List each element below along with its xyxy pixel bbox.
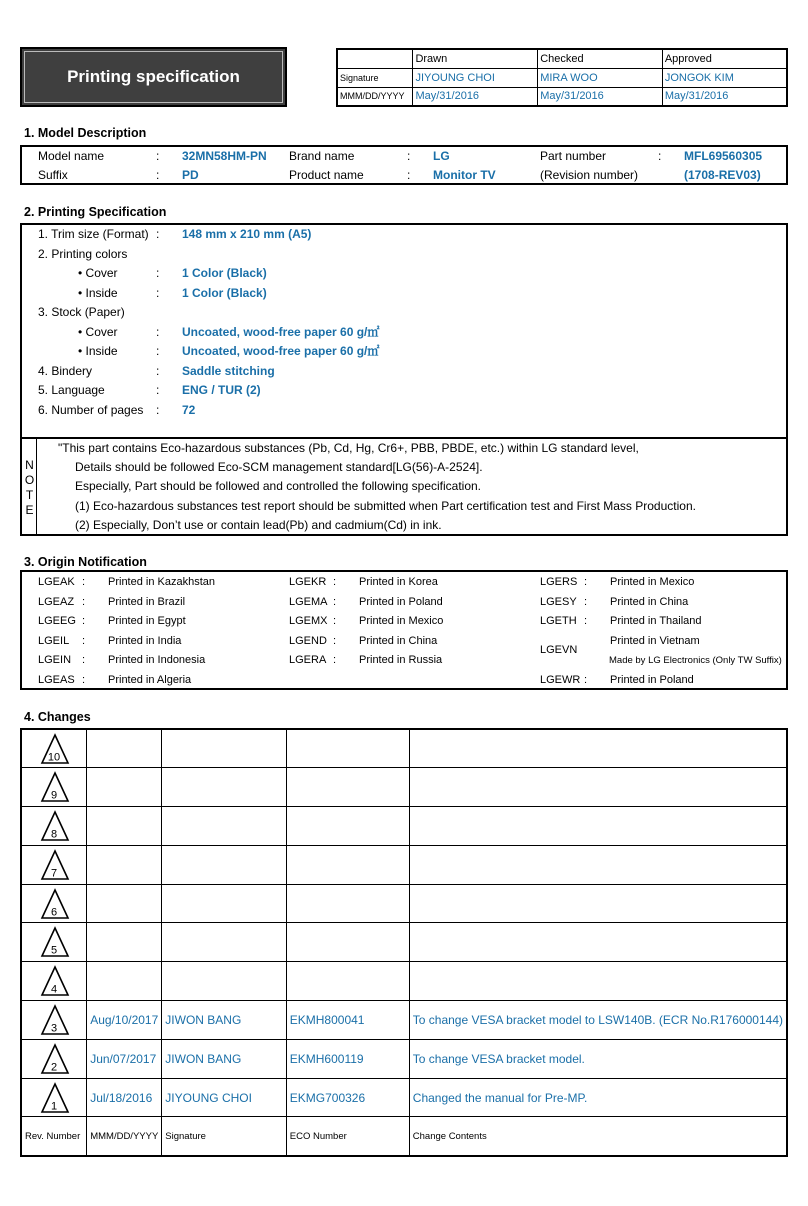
model-section-title: 1. Model Description bbox=[24, 126, 147, 140]
change-eco-number bbox=[286, 962, 409, 1001]
approved-signature: JONGOK KIM bbox=[662, 68, 787, 87]
rev-cell bbox=[21, 962, 87, 1001]
revision-triangle-icon bbox=[40, 926, 70, 958]
colon: : bbox=[156, 227, 160, 241]
model-label-3: Part number bbox=[540, 149, 607, 163]
spec-table bbox=[20, 223, 788, 536]
page-title: Printing specification bbox=[24, 51, 283, 103]
note-line: "This part contains Eco-hazardous substances (Pb, Cd, Hg, Cr6+, PBB, PBDE, etc.) within LG standard level, bbox=[58, 441, 639, 455]
origin-code: LGERA bbox=[289, 654, 327, 666]
note-letter: N bbox=[25, 458, 34, 472]
note-letter: O bbox=[24, 473, 35, 487]
origin-code: LGEAS bbox=[38, 673, 75, 686]
change-date bbox=[87, 962, 162, 1001]
rev-cell bbox=[21, 884, 87, 923]
colon: : bbox=[658, 149, 662, 163]
spec-label: 4. Bindery bbox=[38, 363, 93, 378]
spec-row bbox=[22, 303, 786, 322]
spec-label: • Cover bbox=[78, 266, 118, 280]
colon: : bbox=[156, 149, 160, 163]
note-divider bbox=[22, 437, 786, 439]
change-row bbox=[21, 1039, 787, 1078]
model-row bbox=[22, 147, 786, 166]
revision-number-value: (1708-REV03) bbox=[684, 168, 761, 182]
origin-text: Printed in Brazil bbox=[108, 595, 186, 608]
approval-table bbox=[336, 48, 788, 107]
colon: : bbox=[584, 673, 588, 686]
change-date bbox=[87, 768, 162, 807]
colon: : bbox=[156, 168, 160, 182]
change-eco-number bbox=[286, 884, 409, 923]
spec-row bbox=[22, 264, 786, 283]
colon: : bbox=[333, 654, 337, 666]
origin-text: Printed in Mexico bbox=[610, 576, 695, 588]
checked-date: May/31/2016 bbox=[538, 87, 663, 106]
change-date bbox=[87, 884, 162, 923]
origin-code: LGESY bbox=[540, 595, 577, 608]
origin-text: Printed in Korea bbox=[359, 576, 438, 588]
origin-code: LGEVN bbox=[540, 643, 578, 656]
change-row bbox=[21, 884, 787, 923]
origin-text: Printed in Kazakhstan bbox=[108, 576, 216, 588]
change-eco-number: EKMH600119 bbox=[286, 1039, 409, 1078]
change-contents bbox=[409, 768, 787, 807]
origin-table bbox=[20, 570, 788, 690]
change-signature bbox=[162, 884, 286, 923]
change-row bbox=[21, 807, 787, 846]
spec-row bbox=[22, 381, 786, 400]
change-eco-number bbox=[286, 845, 409, 884]
header-rev-number: Rev. Number bbox=[21, 1117, 87, 1156]
note-letter: E bbox=[25, 503, 34, 517]
product-name-value: Monitor TV bbox=[433, 168, 496, 182]
change-signature bbox=[162, 962, 286, 1001]
origin-code: LGEAK bbox=[38, 576, 75, 588]
change-date: Jun/07/2017 bbox=[87, 1039, 162, 1078]
colon: : bbox=[333, 634, 337, 647]
origin-text: Printed in Russia bbox=[359, 654, 443, 666]
spec-label: • Cover bbox=[78, 324, 118, 339]
brand-name-value: LG bbox=[433, 149, 450, 163]
colon: : bbox=[584, 595, 588, 608]
change-contents bbox=[409, 962, 787, 1001]
origin-code: LGEMA bbox=[289, 595, 328, 608]
model-label-2: Brand name bbox=[289, 149, 355, 163]
model-name-value: 32MN58HM-PN bbox=[182, 149, 267, 163]
rev-cell bbox=[21, 1078, 87, 1117]
rev-cell bbox=[21, 768, 87, 807]
spec-label: 1. Trim size (Format) bbox=[38, 227, 149, 241]
origin-text: Printed in Egypt bbox=[108, 615, 186, 627]
change-signature bbox=[162, 923, 286, 962]
origin-code: LGEAZ bbox=[38, 595, 75, 608]
origin-code: LGEWR bbox=[540, 673, 581, 686]
spec-row bbox=[22, 323, 786, 342]
origin-code: LGEIL bbox=[38, 634, 70, 647]
model-label-3: (Revision number) bbox=[540, 168, 639, 182]
header-date: MMM/DD/YYYY bbox=[87, 1117, 162, 1156]
rev-cell bbox=[21, 923, 87, 962]
colon: : bbox=[407, 168, 411, 182]
revision-number: 4 bbox=[50, 983, 58, 996]
header-eco-number: ECO Number bbox=[286, 1117, 409, 1156]
change-contents bbox=[409, 729, 787, 768]
origin-code: LGEEG bbox=[38, 615, 76, 627]
change-eco-number bbox=[286, 729, 409, 768]
colon: : bbox=[82, 634, 86, 647]
spec-section-title: 2. Printing Specification bbox=[24, 205, 167, 219]
revision-number: 3 bbox=[50, 1022, 58, 1035]
origin-row bbox=[22, 573, 786, 592]
note-letter: T bbox=[25, 488, 34, 502]
spec-row bbox=[22, 284, 786, 303]
colon: : bbox=[584, 576, 588, 588]
col-approved: Approved bbox=[662, 49, 787, 68]
spec-value: Saddle stitching bbox=[182, 363, 275, 378]
colon: : bbox=[82, 615, 86, 627]
rev-cell bbox=[21, 845, 87, 884]
change-eco-number bbox=[286, 768, 409, 807]
change-date: Jul/18/2016 bbox=[87, 1078, 162, 1117]
change-date bbox=[87, 845, 162, 884]
revision-triangle-icon bbox=[40, 849, 70, 881]
approved-date: May/31/2016 bbox=[662, 87, 787, 106]
origin-text: Printed in Algeria bbox=[108, 673, 192, 686]
part-number-value: MFL69560305 bbox=[684, 149, 763, 163]
revision-triangle-icon bbox=[40, 1043, 70, 1075]
checked-signature: MIRA WOO bbox=[538, 68, 663, 87]
change-eco-number bbox=[286, 923, 409, 962]
change-row bbox=[21, 845, 787, 884]
changes-header-row bbox=[21, 1117, 787, 1156]
origin-text: Printed in Poland bbox=[359, 595, 443, 608]
origin-text: Printed in Thailand bbox=[610, 615, 702, 627]
change-contents: Changed the manual for Pre-MP. bbox=[409, 1078, 787, 1117]
spec-label: 2. Printing colors bbox=[38, 246, 128, 261]
change-date bbox=[87, 923, 162, 962]
origin-code: LGETH bbox=[540, 615, 577, 627]
note-line: Especially, Part should be followed and controlled the following specification. bbox=[75, 479, 482, 493]
change-signature bbox=[162, 768, 286, 807]
colon: : bbox=[156, 285, 160, 300]
spec-value: 72 bbox=[182, 402, 196, 417]
change-date bbox=[87, 807, 162, 846]
changes-table bbox=[20, 728, 788, 1157]
change-row bbox=[21, 1001, 787, 1040]
rev-cell bbox=[21, 1001, 87, 1040]
header-signature: Signature bbox=[162, 1117, 286, 1156]
revision-triangle-icon bbox=[40, 810, 70, 842]
drawn-date: May/31/2016 bbox=[413, 87, 538, 106]
change-eco-number: EKMH800041 bbox=[286, 1001, 409, 1040]
colon: : bbox=[156, 324, 160, 339]
change-date: Aug/10/2017 bbox=[87, 1001, 162, 1040]
revision-number: 9 bbox=[50, 789, 58, 802]
revision-triangle-icon bbox=[40, 1004, 70, 1036]
colon: : bbox=[156, 266, 160, 280]
change-contents bbox=[409, 923, 787, 962]
change-contents bbox=[409, 884, 787, 923]
origin-text: Printed in India bbox=[108, 634, 182, 647]
spec-value: 1 Color (Black) bbox=[182, 266, 267, 280]
colon: : bbox=[156, 344, 160, 358]
origin-row bbox=[22, 612, 786, 631]
revision-triangle-icon bbox=[40, 733, 70, 765]
change-contents: To change VESA bracket model to LSW140B. (ECR No.R176000144) bbox=[409, 1001, 787, 1040]
origin-text: Printed in Vietnam bbox=[610, 634, 700, 647]
colon: : bbox=[584, 615, 588, 627]
revision-number: 10 bbox=[47, 751, 61, 764]
spec-label: 6. Number of pages bbox=[38, 402, 144, 417]
origin-text: Printed in Indonesia bbox=[108, 654, 206, 666]
origin-row bbox=[22, 632, 786, 656]
revision-triangle-icon bbox=[40, 1082, 70, 1114]
origin-text: Printed in China bbox=[610, 595, 689, 608]
change-signature: JIWON BANG bbox=[162, 1001, 286, 1040]
origin-row bbox=[22, 671, 786, 690]
suffix-value: PD bbox=[182, 168, 199, 182]
note-line: Details should be followed Eco-SCM management standard[LG(56)-A-2524]. bbox=[75, 460, 483, 474]
origin-code: LGEKR bbox=[289, 576, 327, 588]
spec-label: 5. Language bbox=[38, 383, 105, 397]
drawn-signature: JIYOUNG CHOI bbox=[413, 68, 538, 87]
change-signature bbox=[162, 807, 286, 846]
colon: : bbox=[82, 595, 86, 608]
change-signature: JIWON BANG bbox=[162, 1039, 286, 1078]
spec-value: 1 Color (Black) bbox=[182, 285, 267, 300]
signature-label: Signature bbox=[337, 68, 413, 87]
date-label: MMM/DD/YYYY bbox=[337, 87, 413, 106]
change-eco-number bbox=[286, 807, 409, 846]
revision-triangle-icon bbox=[40, 965, 70, 997]
note-line: (2) Especially, Don’t use or contain lead(Pb) and cadmium(Cd) in ink. bbox=[75, 518, 442, 532]
spec-value: Uncoated, wood-free paper 60 g/㎡ bbox=[182, 324, 380, 339]
origin-row bbox=[22, 593, 786, 612]
origin-text: Printed in Poland bbox=[610, 673, 694, 686]
origin-code: LGERS bbox=[540, 576, 578, 588]
colon: : bbox=[407, 149, 411, 163]
approval-corner bbox=[337, 49, 413, 68]
changes-section-title: 4. Changes bbox=[24, 710, 91, 724]
origin-code: LGEMX bbox=[289, 615, 328, 627]
colon: : bbox=[333, 595, 337, 608]
colon: : bbox=[156, 363, 160, 378]
model-label-1: Model name bbox=[38, 149, 105, 163]
note-column bbox=[22, 438, 37, 534]
revision-number: 1 bbox=[50, 1100, 58, 1113]
model-label-2: Product name bbox=[289, 168, 364, 182]
change-row bbox=[21, 729, 787, 768]
col-checked: Checked bbox=[538, 49, 663, 68]
change-contents bbox=[409, 807, 787, 846]
model-row bbox=[22, 166, 786, 185]
spec-row bbox=[22, 342, 786, 361]
model-label-1: Suffix bbox=[38, 168, 68, 182]
colon: : bbox=[82, 576, 86, 588]
change-signature bbox=[162, 845, 286, 884]
colon: : bbox=[156, 402, 160, 417]
change-signature bbox=[162, 729, 286, 768]
change-signature: JIYOUNG CHOI bbox=[162, 1078, 286, 1117]
change-row bbox=[21, 768, 787, 807]
spec-value: Uncoated, wood-free paper 60 g/㎡ bbox=[182, 344, 380, 358]
change-row bbox=[21, 1078, 787, 1117]
rev-cell bbox=[21, 807, 87, 846]
revision-number: 2 bbox=[50, 1061, 58, 1074]
model-table bbox=[20, 145, 788, 185]
origin-text: Printed in China bbox=[359, 634, 438, 647]
title-box bbox=[20, 47, 287, 107]
header-change-contents: Change Contents bbox=[409, 1117, 787, 1156]
revision-number: 8 bbox=[50, 828, 58, 841]
colon: : bbox=[333, 576, 337, 588]
colon: : bbox=[82, 654, 86, 666]
spec-label: 3. Stock (Paper) bbox=[38, 305, 125, 319]
spec-value: ENG / TUR (2) bbox=[182, 383, 261, 397]
revision-number: 5 bbox=[50, 944, 58, 957]
origin-code: LGEIN bbox=[38, 654, 72, 666]
spec-row bbox=[22, 245, 786, 264]
spec-row bbox=[22, 225, 786, 244]
origin-section-title: 3. Origin Notification bbox=[24, 555, 147, 569]
change-contents bbox=[409, 845, 787, 884]
change-eco-number: EKMG700326 bbox=[286, 1078, 409, 1117]
origin-code: LGEND bbox=[289, 634, 327, 647]
origin-row bbox=[22, 651, 786, 670]
spec-row bbox=[22, 401, 786, 420]
colon: : bbox=[333, 615, 337, 627]
rev-cell bbox=[21, 1039, 87, 1078]
spec-label: • Inside bbox=[78, 285, 118, 300]
note-line: (1) Eco-hazardous substances test report should be submitted when Part certification test and First Mass Production. bbox=[75, 499, 696, 513]
colon: : bbox=[156, 383, 160, 397]
revision-triangle-icon bbox=[40, 888, 70, 920]
spec-row bbox=[22, 362, 786, 381]
revision-number: 6 bbox=[50, 906, 58, 919]
change-row bbox=[21, 923, 787, 962]
colon: : bbox=[82, 673, 86, 686]
change-date bbox=[87, 729, 162, 768]
revision-number: 7 bbox=[50, 867, 58, 880]
spec-value: 148 mm x 210 mm (A5) bbox=[182, 227, 312, 241]
spec-label: • Inside bbox=[78, 344, 118, 358]
change-row bbox=[21, 962, 787, 1001]
revision-triangle-icon bbox=[40, 771, 70, 803]
origin-note: Made by LG Electronics (Only TW Suffix) bbox=[609, 655, 782, 666]
origin-text: Printed in Mexico bbox=[359, 615, 444, 627]
rev-cell bbox=[21, 729, 87, 768]
col-drawn: Drawn bbox=[413, 49, 538, 68]
change-contents: To change VESA bracket model. bbox=[409, 1039, 787, 1078]
